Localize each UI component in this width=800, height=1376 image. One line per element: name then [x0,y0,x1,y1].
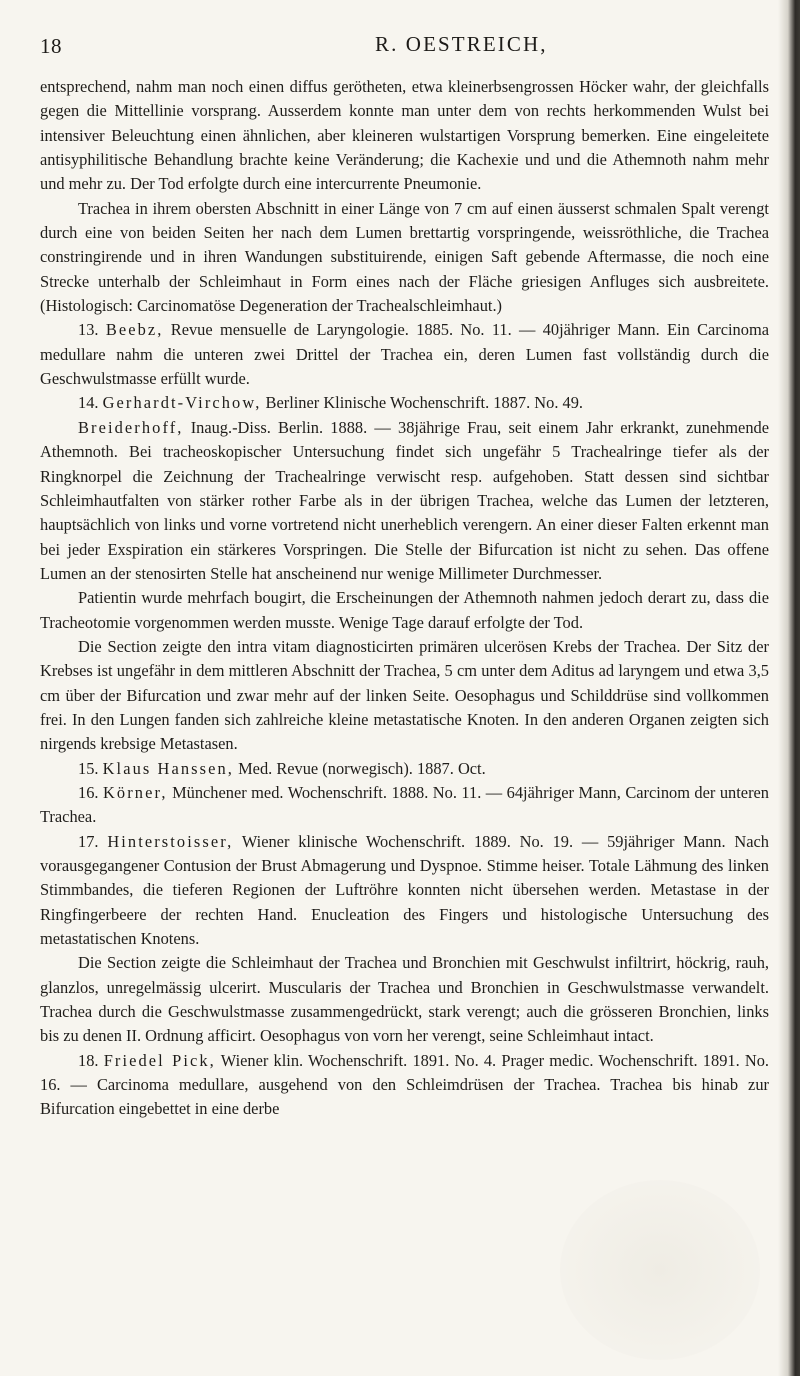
reference-entry [40,1049,769,1122]
paragraph [40,635,769,757]
reference-entry [40,391,769,415]
paragraph [40,75,769,197]
paragraph [40,951,769,1048]
reference-number: 15. [78,758,99,778]
reference-text: Münchener med. Wochenschrift. 1888. No. 11. — 64jähriger Mann, Carcinom der unteren Trachea. [40,782,769,827]
reference-author: Klaus Hanssen, [102,758,234,778]
paragraph [40,586,769,635]
reference-text: Berliner Klinische Wochenschrift. 1887. No. 49. [265,393,584,413]
reference-text: Inaug.-Diss. Berlin. 1888. — 38jährige Frau, seit einem Jahr erkrankt, zunehmende Athemnoth. Bei tracheoskopischer Untersuchung findet sich ungefähr 5 Trachealringe tiefer als der Ringknorpel die Zeichnung der Trachealringe verwischt resp. aufgehoben. Statt dessen sind sichtbar Schleimhautfalten von stärker rother Farbe als in der übrigen Trachea, welche das Lumen der letzteren, hauptsächlich von links und vorne vortretend nicht unerheblich verengern. An einer dieser Falten erkennt man bei jeder Exspiration ein stärkeres Vorspringen. Die Stelle der Bifurcation ist nicht zu sehen. Das offene Lumen an der stenosirten Stelle hat anscheinend nur wenige Millimeter Durchmesser. [40,417,769,583]
reference-author: Körner, [103,782,168,802]
paragraph-text: Die Section zeigte die Schleimhaut der Trachea und Bronchien mit Geschwulst infiltrirt, höckrig, rauh, glanzlos, unregelmässig ulcerirt. Muscularis der Trachea und Bronchien in Geschwulstmasse verwandelt. Trachea durch die Geschwulstmasse zusammengedrückt, stark verengt; auch die grösseren Bronchien, links bis zu denen II. Ordnung afficirt. Oesophagus von vorn her verengt, seine Schleimhaut intact. [40,953,769,1046]
body-text [40,75,769,1122]
reference-author: Breiderhoff, [78,417,184,437]
paragraph [40,197,769,319]
reference-author: Gerhardt-Virchow, [102,393,262,413]
reference-entry [40,416,769,586]
reference-number: 13. [78,320,99,340]
page-header [38,24,768,64]
paragraph-text: Patientin wurde mehrfach bougirt, die Erscheinungen der Athemnoth nahmen jedoch derart zu, dass die Tracheotomie vorgenommen werden musste. Wenige Tage darauf erfolgte der Tod. [40,588,769,632]
page-binding-edge [778,0,800,1376]
reference-entry [40,830,769,952]
reference-entry [40,318,769,391]
paper-stain [560,1180,760,1360]
reference-number: 18. [78,1050,99,1070]
paragraph-text: entsprechend, nahm man noch einen diffus gerötheten, etwa kleinerbsengrossen Höcker wahr, der gleichfalls gegen die Mittellinie vorsprang. Ausserdem konnte man unter dem von rechts herkommenden Wulst bei intensiver Beleuchtung einen ähnlichen, aber kleineren wulstartigen Vorsprung bemerken. Eine eingeleitete antisyphilitische Behandlung brachte keine Veränderung; die Kachexie und und die Athemnoth nahm mehr und mehr zu. Der Tod erfolgte durch eine intercurrente Pneumonie. [40,77,769,194]
reference-text: Med. Revue (norwegisch). 1887. Oct. [238,758,486,778]
reference-entry [40,757,769,781]
reference-author: Friedel Pick, [103,1050,216,1070]
page-number: 18 [40,34,62,58]
reference-entry [40,781,769,830]
reference-number: 17. [78,831,99,851]
running-head: R. OESTREICH, [375,32,548,56]
reference-number: 14. [78,393,99,413]
paragraph-text: Die Section zeigte den intra vitam diagnosticirten primären ulcerösen Krebs der Trachea. Der Sitz der Krebses ist ungefähr in dem mittleren Abschnitt der Trachea, 5 cm unter dem Aditus ad laryngem und etwa 3,5 cm über der Bifurcation und zwar mehr auf der linken Seite. Oesophagus und Schilddrüse sind vollkommen frei. In den Lungen fanden sich zahlreiche kleine metastatische Knoten. In den anderen Organen zeigten sich nirgends krebsige Metastasen. [40,636,769,754]
reference-text: Revue mensuelle de Laryngologie. 1885. No. 11. — 40jähriger Mann. Ein Carcinoma medullare nahm die unteren zwei Drittel der Trachea ein, deren Lumen fast vollständig durch die Geschwulstmasse erfüllt wurde. [40,320,769,389]
reference-text: Wiener klinische Wochenschrift. 1889. No. 19. — 59jähriger Mann. Nach vorausgegangener Contusion der Brust Abmagerung und Dyspnoe. Stimme heiser. Totale Lähmung des linken Stimmbandes, die tieferen Regionen der Luftröhre konnten nicht übersehen werden. Metastase in der Ringfingerbeere der rechten Hand. Enucleation des Fingers und histologische Untersuchung des metastatischen Knotens. [40,831,769,949]
reference-text: Wiener klin. Wochenschrift. 1891. No. 4. Prager medic. Wochenschrift. 1891. No. 16. — Carcinoma medullare, ausgehend von den Schleimdrüsen der Trachea. Trachea bis hinab zur Bifurcation eingebettet in eine derbe [40,1050,770,1119]
reference-author: Beebz, [105,320,164,340]
paragraph-text: Trachea in ihrem obersten Abschnitt in einer Länge von 7 cm auf einen äusserst schmalen Spalt verengt durch eine von beiden Seiten her nach dem Lumen brettartig vorspringende, weissröthliche, die Trachea constringirende und in ihren Wandungen substituirende, einigen Saft gebende Aftermasse, die noch eine Strecke unterhalb der Schleimhaut in Form eines nach der Fläche griesigen Anfluges sich ausbreitete. (Histologisch: Carcinomatöse Degeneration der Trachealschleimhaut.) [40,198,769,316]
reference-number: 16. [78,782,99,802]
reference-author: Hinterstoisser, [107,831,234,851]
